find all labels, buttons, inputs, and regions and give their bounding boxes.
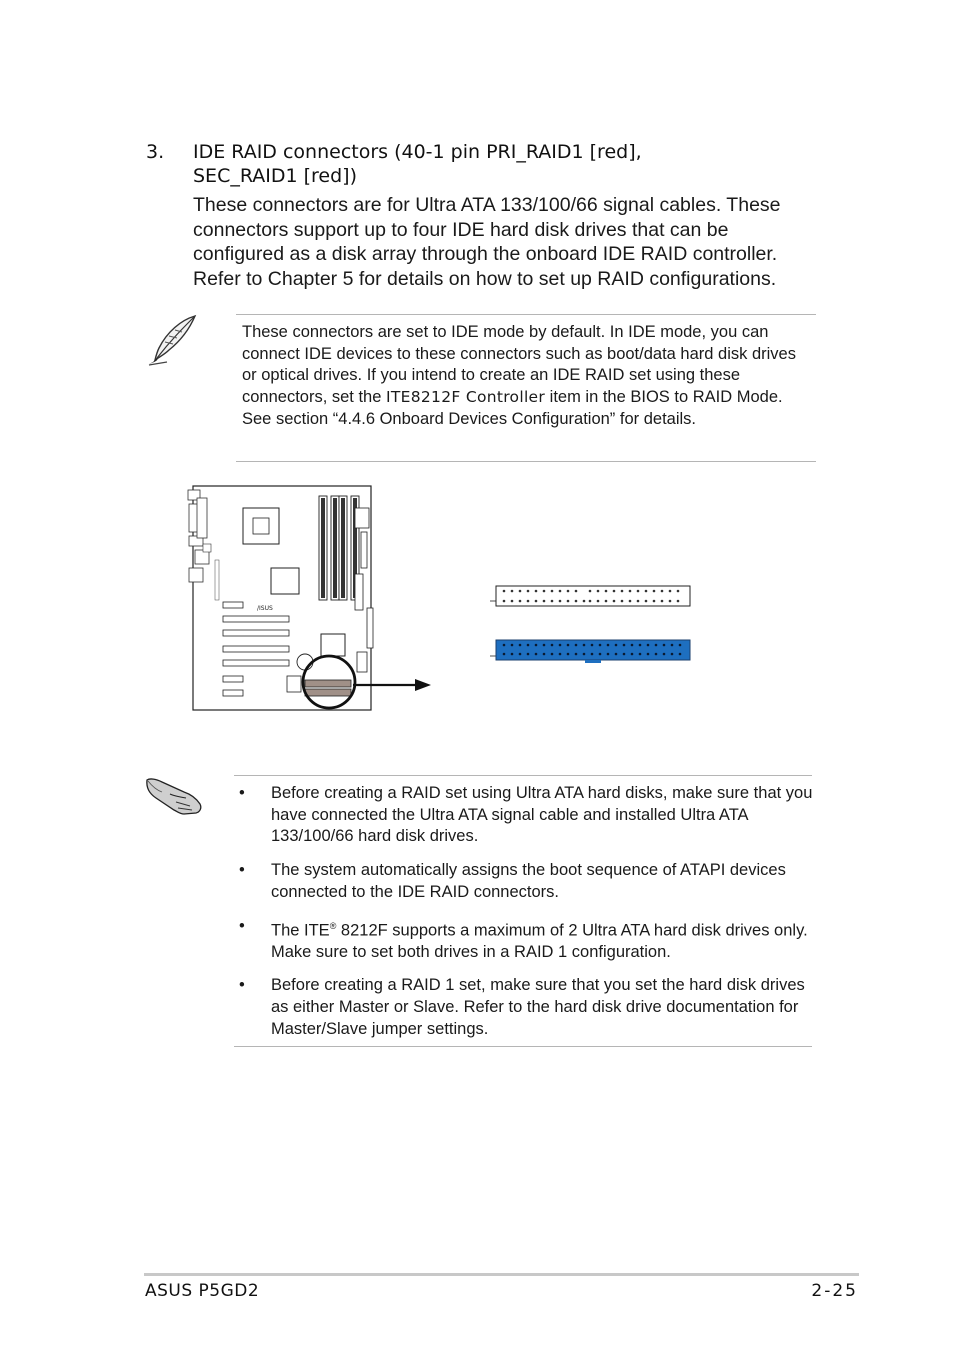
bullet-glyph: •	[239, 784, 245, 802]
list-item-text: 8212F supports a maximum of 2 Ultra ATA hard disk drives only. Make sure to set both drives in a RAID 1 configuration.	[271, 921, 808, 961]
section-number: 3.	[146, 141, 165, 163]
board-logo: /ISUS	[257, 605, 273, 612]
bullet-glyph: •	[239, 916, 245, 935]
list-item-text: The ITE	[271, 921, 330, 940]
bullet-glyph: •	[239, 861, 245, 880]
note-text	[242, 322, 812, 431]
bullet-glyph: •	[239, 976, 245, 995]
bios-item-name: ITE8212F Controller	[386, 388, 546, 407]
section-paragraph: These connectors are for Ultra ATA 133/100/66 signal cables. These connectors support up to four IDE hard disk drives that can be configured as a disk array through the onboard IDE RAID controller. Refer to Chapter 5 for details on how to set up RAID configurations.	[193, 194, 781, 290]
list-item-text: The system automatically assigns the boot sequence of ATAPI devices connected to the IDE RAID connectors.	[271, 861, 786, 901]
list-item	[236, 916, 816, 964]
feather-pen-icon	[145, 312, 201, 368]
list-item	[236, 975, 816, 1040]
list-item	[236, 860, 816, 903]
footer-product-name: ASUS P5GD2	[145, 1281, 260, 1301]
page-number: 2-25	[811, 1281, 858, 1301]
note-text-before: These connectors are set to IDE mode by default. In IDE mode, you can connect IDE devices to these connectors such as boot/data hard disk drives or optical drives. If you intend to create an IDE RAID set using these connectors, set the	[242, 323, 796, 407]
list-item	[236, 783, 816, 848]
pointing-hand-icon	[144, 772, 204, 818]
footer-rule	[144, 1273, 859, 1276]
section-heading	[146, 140, 846, 188]
motherboard-diagram	[185, 484, 705, 716]
note-text-after: item in the BIOS to RAID Mode. See section “4.4.6 Onboard Devices Configuration” for details.	[242, 388, 783, 428]
section-title-line2: SEC_RAID1 [red])	[193, 165, 358, 187]
registered-mark: ®	[329, 920, 337, 931]
list-item-text: Before creating a RAID 1 set, make sure that you set the hard disk drives as either Master or Slave. Refer to the hard disk drive documentation for Master/Slave jumper settings.	[271, 976, 805, 1038]
caution-list	[236, 783, 816, 1053]
section-title-line1: IDE RAID connectors (40-1 pin PRI_RAID1 [red],	[193, 141, 642, 163]
list-item-text: Before creating a RAID set using Ultra ATA hard disks, make sure that you have connected the Ultra ATA signal cable and installed Ultra ATA 133/100/66 hard disk drives.	[271, 784, 813, 846]
